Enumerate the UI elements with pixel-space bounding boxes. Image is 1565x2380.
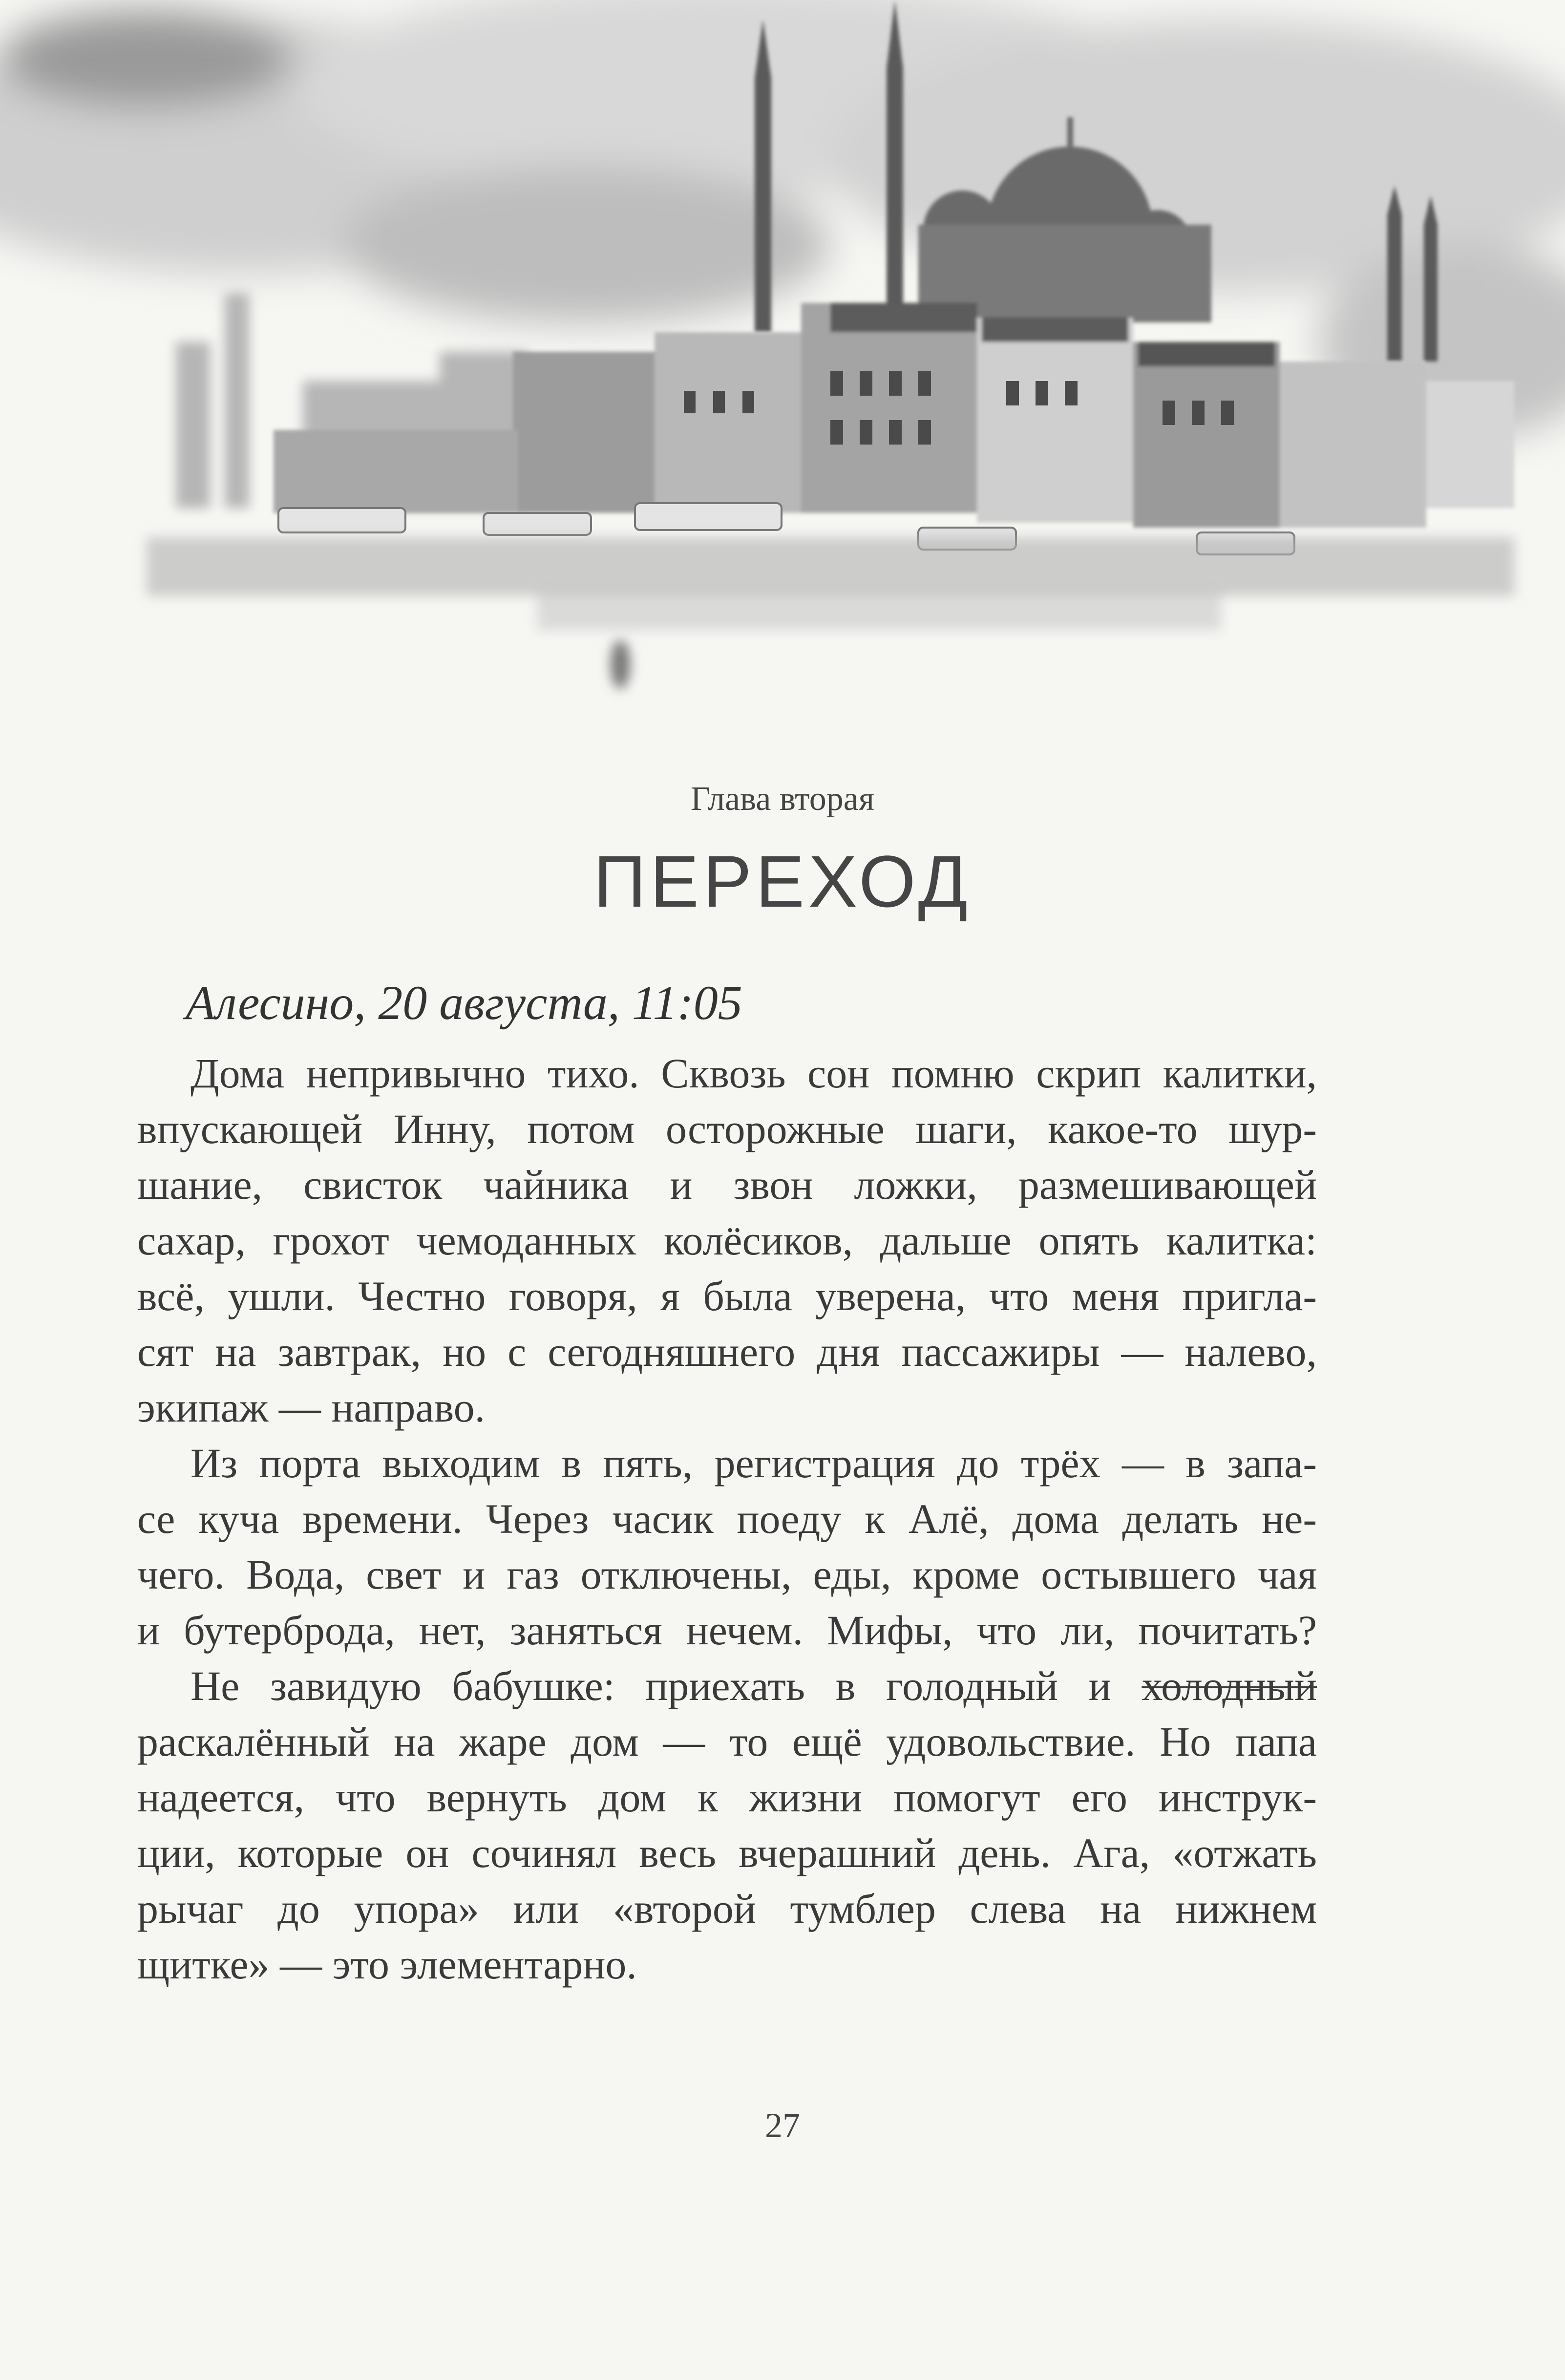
text-line: всё, ушли. Честно говоря, я была уверена, что меня пригла-	[137, 1273, 1317, 1319]
text-line: раскалённый на жаре дом — то ещё удовольствие. Но папа	[137, 1718, 1317, 1765]
text-line: экипаж — направо.	[137, 1384, 486, 1431]
text-line: сахар, грохот чемоданных колёсиков, дальше опять калитка:	[137, 1217, 1317, 1264]
body-text	[137, 1045, 1317, 1992]
water-reflection	[147, 537, 1514, 689]
text-line: чего. Вода, свет и газ отключены, еды, кроме остывшего чая	[137, 1551, 1317, 1598]
page-number: 27	[765, 2106, 800, 2145]
text-line: рычаг до упора» или «второй тумблер слева на нижнем	[137, 1885, 1317, 1932]
chapter-label: Глава вторая	[690, 780, 875, 818]
text-line: сят на завтрак, но с сегодняшнего дня пассажиры — налево,	[137, 1328, 1317, 1375]
text-line: Из порта выходим в пять, регистрация до трёх — в запа-	[190, 1440, 1317, 1487]
text-line: впускающей Инну, потом осторожные шаги, какое-то шур-	[137, 1105, 1317, 1152]
istanbul-watercolor-illustration	[0, 0, 1565, 713]
struck-through-word: холодный	[1142, 1662, 1317, 1709]
text-line: щитке» — это элементарно.	[137, 1941, 637, 1988]
text-line	[137, 1658, 1317, 1714]
text-line: надеется, что вернуть дом к жизни помогут его инструк-	[137, 1774, 1317, 1821]
chapter-title: ПЕРЕХОД	[593, 840, 972, 922]
text-line: ции, которые он сочинял весь вчерашний день. Ага, «отжать	[137, 1829, 1317, 1876]
text-line: Дома непривычно тихо. Сквозь сон помню скрип калитки,	[190, 1050, 1317, 1097]
diary-entry-heading: Алесино, 20 августа, 11:05	[186, 976, 742, 1030]
text-line: шание, свисток чайника и звон ложки, размешивающей	[137, 1161, 1317, 1208]
text-line: и бутерброда, нет, заняться нечем. Мифы, что ли, почитать?	[137, 1607, 1317, 1654]
text-line: се куча времени. Через часик поеду к Алё, дома делать не-	[137, 1495, 1317, 1542]
text-segment: Не завидую бабушке: приехать в голодный и	[190, 1662, 1142, 1709]
